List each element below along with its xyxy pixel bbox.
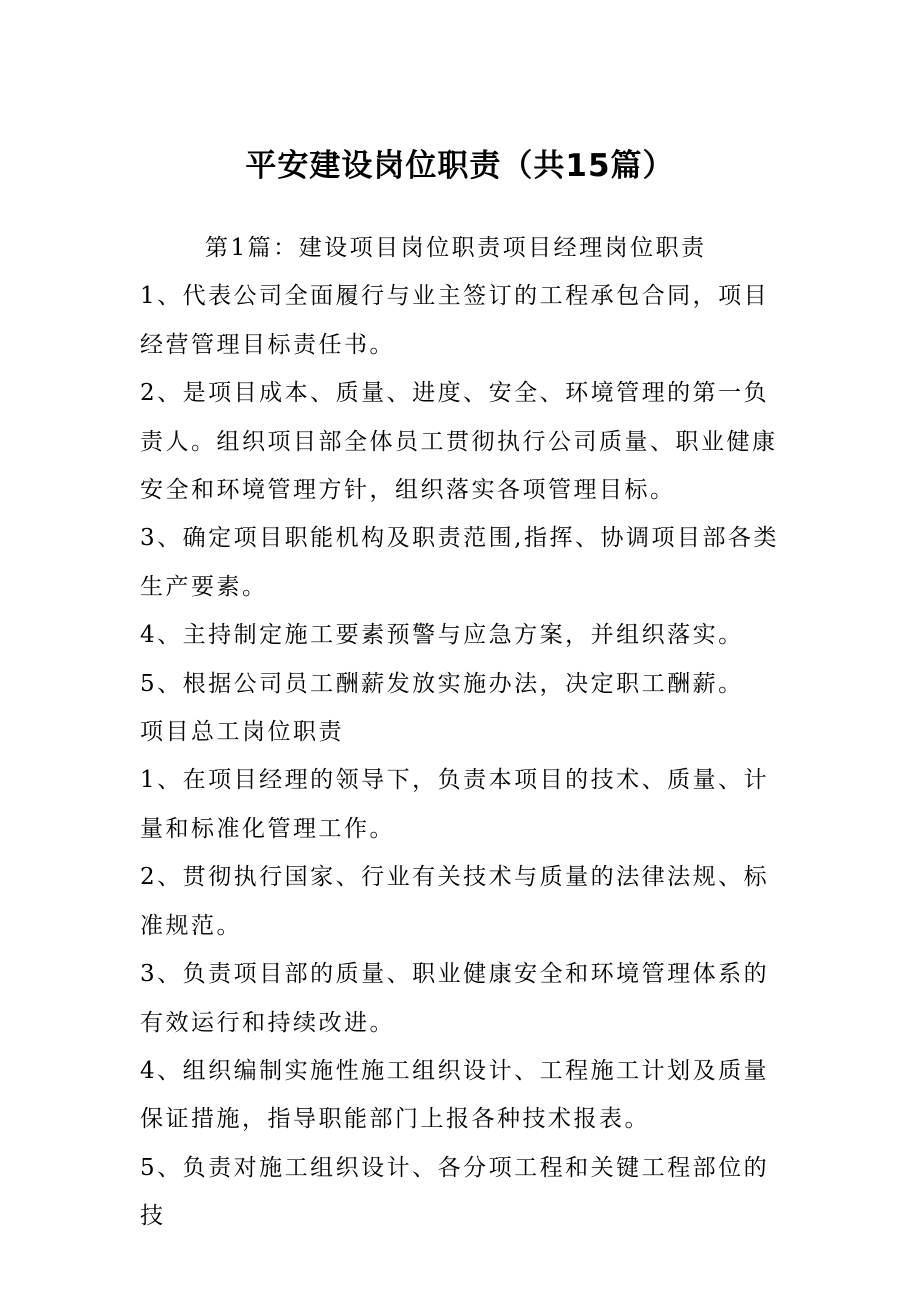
- paragraph: 5、根据公司员工酬薪发放实施办法，决定职工酬薪。: [140, 670, 744, 697]
- paragraph: 4、组织编制实施性施工组织设计、工程施工计划及质量保证措施，指导职能部门上报各种技术报表。: [140, 1057, 770, 1133]
- paragraph: 4、主持制定施工要素预警与应急方案，并组织落实。: [140, 622, 744, 649]
- paragraph: 1、代表公司全面履行与业主签订的工程承包合同，项目经营管理目标责任书。: [140, 283, 770, 358]
- paragraph: 2、是项目成本、质量、进度、安全、环境管理的第一负责人。组织项目部全体员工贯彻执行公司质量、职业健康安全和环境管理方针，组织落实各项管理目标。: [140, 380, 778, 504]
- paragraph: 3、确定项目职能机构及职责范围,指挥、协调项目部各类生产要素。: [140, 525, 779, 600]
- paragraph: 2、贯彻执行国家、行业有关技术与质量的法律法规、标准规范。: [140, 864, 770, 939]
- document-title: 平安建设岗位职责（共15篇）: [245, 148, 675, 184]
- paragraph: 5、负责对施工组织设计、各分项工程和关键工程部位的技: [140, 1154, 770, 1230]
- paragraph: 3、负责项目部的质量、职业健康安全和环境管理体系的有效运行和持续改进。: [140, 961, 770, 1036]
- document-body: [140, 224, 782, 1241]
- paragraph: 1、在项目经理的领导下，负责本项目的技术、质量、计量和标准化管理工作。: [140, 767, 770, 842]
- section-heading: 项目总工岗位职责: [140, 719, 344, 746]
- section-heading: 第1篇：建设项目岗位职责项目经理岗位职责: [205, 235, 707, 261]
